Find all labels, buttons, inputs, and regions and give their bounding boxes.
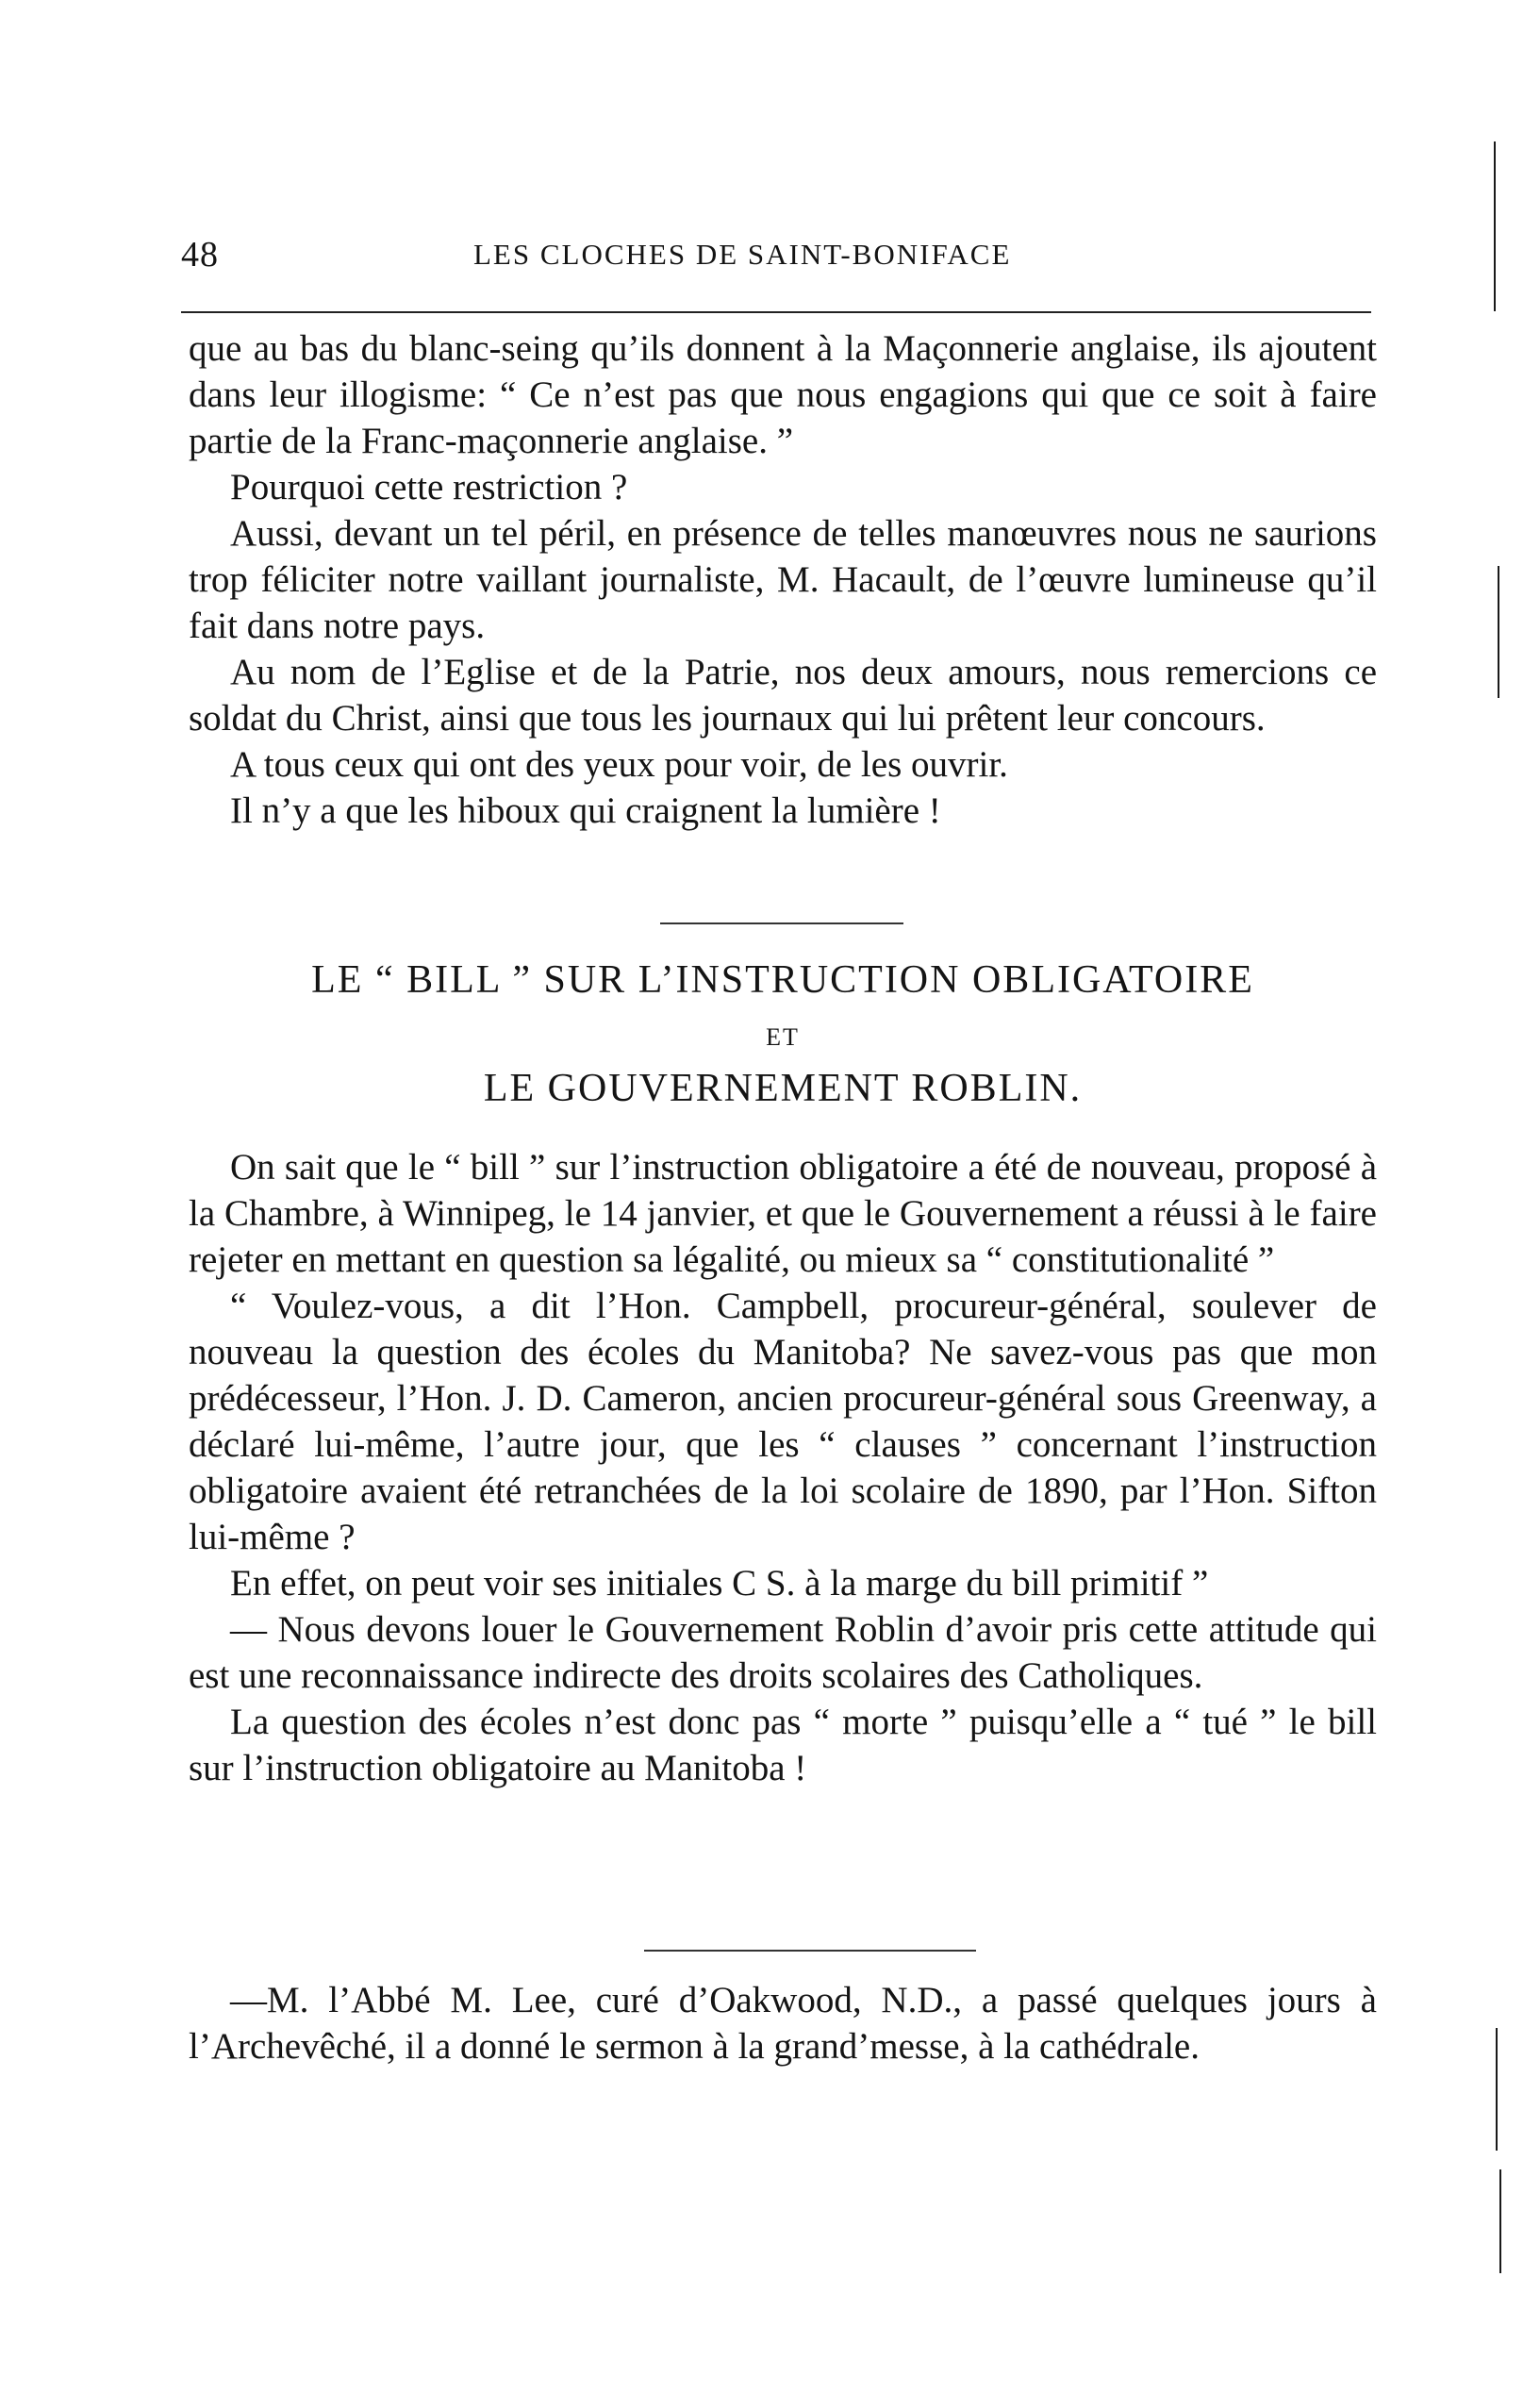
section-3-body [189, 1977, 1377, 2069]
article-heading-line-3: LE GOUVERNEMENT ROBLIN. [483, 1067, 1083, 1110]
page-number: 48 [181, 235, 219, 274]
article-heading-line-1: LE “ BILL ” SUR L’INSTRUCTION OBLIGATOIRE [311, 958, 1254, 1002]
running-title: LES CLOCHES DE SAINT-BONIFACE [473, 238, 1012, 271]
paragraph: Aussi, devant un tel péril, en présence de telles manœuvres nous ne saurions trop féliciter notre vaillant journaliste, M. Hacault, de l’œuvre lumineuse qu’il fait dans notre pays. [189, 513, 1377, 646]
paragraph: “ Voulez-vous, a dit l’Hon. Campbell, procureur-général, soulever de nouveau la question des écoles du Manitoba? Ne savez-vous pas que mon prédécesseur, l’Hon. J. D. Cameron, ancien procureur-général sous Greenway, a déclaré lui-même, l’autre jour, que les “ clauses ” concernant l’instruction obligatoire avaient été retranchées de la loi scolaire de 1890, par l’Hon. Sifton lui-même ? [189, 1286, 1377, 1557]
running-head [181, 234, 1369, 287]
scan-edge-mark [1499, 2169, 1501, 2273]
paragraph: En effet, on peut voir ses initiales C S. à la marge du bill primitif ” [230, 1563, 1209, 1604]
paragraph: Pourquoi cette restriction ? [230, 467, 628, 507]
section-separator [660, 922, 903, 924]
paragraph: — Nous devons louer le Gouvernement Roblin d’avoir pris cette attitude qui est une reconnaissance indirecte des droits scolaires des Catholiques. [189, 1609, 1377, 1696]
section-1-body [189, 325, 1377, 834]
section-separator [644, 1950, 976, 1952]
header-rule [181, 311, 1371, 313]
paragraph: Il n’y a que les hiboux qui craignent la lumière ! [230, 790, 941, 831]
scan-edge-mark [1494, 141, 1496, 311]
paragraph: La question des écoles n’est donc pas “ morte ” puisqu’elle a “ tué ” le bill sur l’instruction obligatoire au Manitoba ! [189, 1702, 1377, 1788]
paragraph: que au bas du blanc-seing qu’ils donnent à la Maçonnerie anglaise, ils ajoutent dans leur illogisme: “ Ce n’est pas que nous engagions qui que ce soit à faire partie de la Franc-maçonnerie anglaise. ” [189, 328, 1377, 461]
paragraph: On sait que le “ bill ” sur l’instruction obligatoire a été de nouveau, proposé à la Chambre, à Winnipeg, le 14 janvier, et que le Gouvernement a réussi à le faire rejeter en mettant en question sa légalité, ou mieux sa “ constitutionalité ” [189, 1147, 1377, 1280]
scan-edge-mark [1498, 566, 1499, 698]
section-2-body [189, 1144, 1377, 1791]
scan-edge-mark [1496, 2028, 1498, 2151]
article-heading-line-2: ET [766, 1023, 800, 1051]
paragraph: —M. l’Abbé M. Lee, curé d’Oakwood, N.D., a passé quelques jours à l’Archevêché, il a donné le sermon à la grand’messe, à la cathédrale. [189, 1980, 1377, 2067]
paragraph: Au nom de l’Eglise et de la Patrie, nos deux amours, nous remercions ce soldat du Christ, ainsi que tous les journaux qui lui prêtent leur concours. [189, 652, 1377, 739]
paragraph: A tous ceux qui ont des yeux pour voir, de les ouvrir. [230, 744, 1008, 785]
